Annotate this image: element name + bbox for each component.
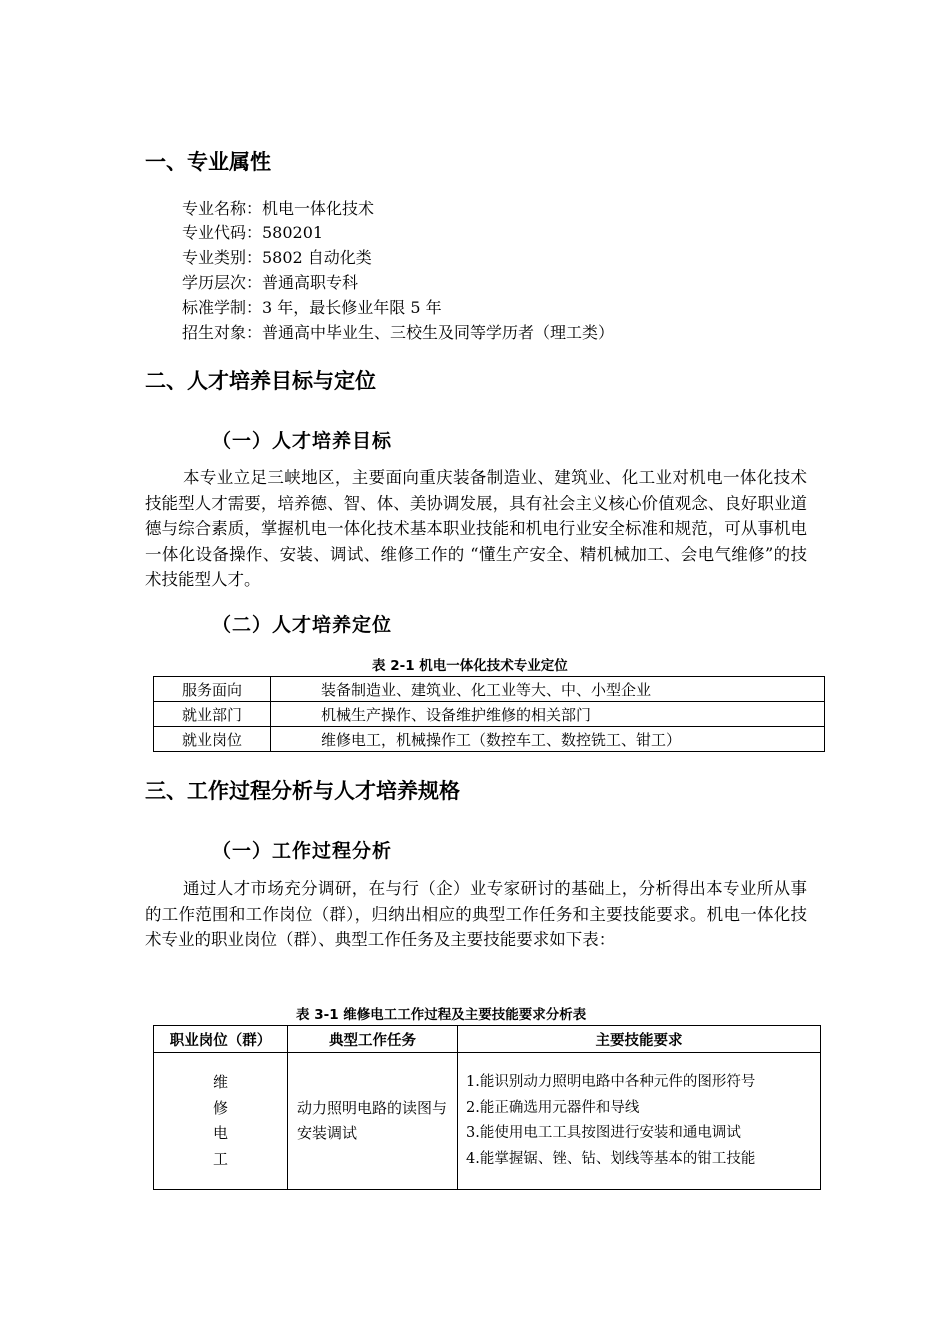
position-char: 工 bbox=[212, 1149, 228, 1168]
table-cell-skills bbox=[458, 1053, 821, 1190]
column-header-position: 职业岗位（群） bbox=[154, 1026, 288, 1053]
subsection-heading-position: （二）人才培养定位 bbox=[212, 614, 393, 636]
process-paragraph: 通过人才市场充分调研，在与行（企）业专家研讨的基础上，分析得出本专业所从事的工作范围和工作岗位（群），归纳出相应的典型工作任务和主要技能要求。机电一体化技术专业的职业岗位（群）、典型工作任务及主要技能要求如下表： bbox=[145, 879, 807, 949]
skill-item: 4.能掌握锯、锉、钻、划线等基本的钳工技能 bbox=[466, 1150, 756, 1167]
table-row bbox=[154, 702, 825, 727]
table-header-row bbox=[154, 1026, 821, 1053]
attr-major-category: 专业类别：5802 自动化类 bbox=[182, 248, 372, 267]
attr-major-code: 专业代码：580201 bbox=[182, 223, 324, 242]
position-char: 电 bbox=[212, 1124, 228, 1142]
table-row bbox=[154, 727, 825, 752]
attr-major-name: 专业名称：机电一体化技术 bbox=[182, 199, 375, 218]
table-cell-label: 就业部门 bbox=[154, 702, 271, 727]
table-cell-value: 装备制造业、建筑业、化工业等大、中、小型企业 bbox=[271, 677, 825, 702]
table2-caption: 表 3-1 维修电工工作过程及主要技能要求分析表 bbox=[296, 1007, 587, 1023]
section-heading-3: 三、工作过程分析与人才培养规格 bbox=[145, 779, 460, 803]
table-row bbox=[154, 677, 825, 702]
column-header-task: 典型工作任务 bbox=[288, 1026, 458, 1053]
table-cell-task: 动力照明电路的读图与安装调试 bbox=[288, 1053, 458, 1190]
positioning-table bbox=[153, 676, 825, 752]
table-row bbox=[154, 1053, 821, 1190]
table-cell-position bbox=[154, 1053, 288, 1190]
section-heading-2: 二、人才培养目标与定位 bbox=[145, 369, 376, 393]
skills-analysis-table bbox=[153, 1025, 821, 1190]
table-cell-label: 就业岗位 bbox=[154, 727, 271, 752]
attr-study-length: 标准学制：3 年，最长修业年限 5 年 bbox=[182, 298, 442, 317]
table-cell-value: 维修电工，机械操作工（数控车工、数控铣工、钳工） bbox=[271, 727, 825, 752]
table1-caption: 表 2-1 机电一体化技术专业定位 bbox=[372, 658, 568, 674]
attr-education-level: 学历层次：普通高职专科 bbox=[182, 273, 359, 292]
attr-enrollment-target: 招生对象：普通高中毕业生、三校生及同等学历者（理工类） bbox=[182, 323, 615, 342]
table-cell-label: 服务面向 bbox=[154, 677, 271, 702]
section-heading-1: 一、专业属性 bbox=[145, 150, 271, 174]
subsection-heading-goal: （一）人才培养目标 bbox=[212, 430, 393, 452]
table-cell-value: 机械生产操作、设备维护维修的相关部门 bbox=[271, 702, 825, 727]
skill-item: 3.能使用电工工具按图进行安装和通电调试 bbox=[466, 1125, 741, 1141]
position-char: 维 bbox=[212, 1073, 228, 1091]
goal-paragraph: 本专业立足三峡地区，主要面向重庆装备制造业、建筑业、化工业对机电一体化技术技能型人才需要，培养德、智、体、美协调发展，具有社会主义核心价值观念、良好职业道德与综合素质，掌握机电一体化技术基本职业技能和机电行业安全标准和规范，可从事机电一体化设备操作、安装、调试、维修工作的 “懂生产安全、精机械加工、会电气维修”的技术技能型人才。 bbox=[145, 468, 807, 589]
position-char: 修 bbox=[212, 1098, 228, 1117]
column-header-skills: 主要技能要求 bbox=[458, 1026, 821, 1053]
skill-item: 2.能正确选用元器件和导线 bbox=[466, 1099, 640, 1116]
subsection-heading-process: （一）工作过程分析 bbox=[212, 840, 393, 862]
skill-item: 1.能识别动力照明电路中各种元件的图形符号 bbox=[466, 1074, 756, 1090]
